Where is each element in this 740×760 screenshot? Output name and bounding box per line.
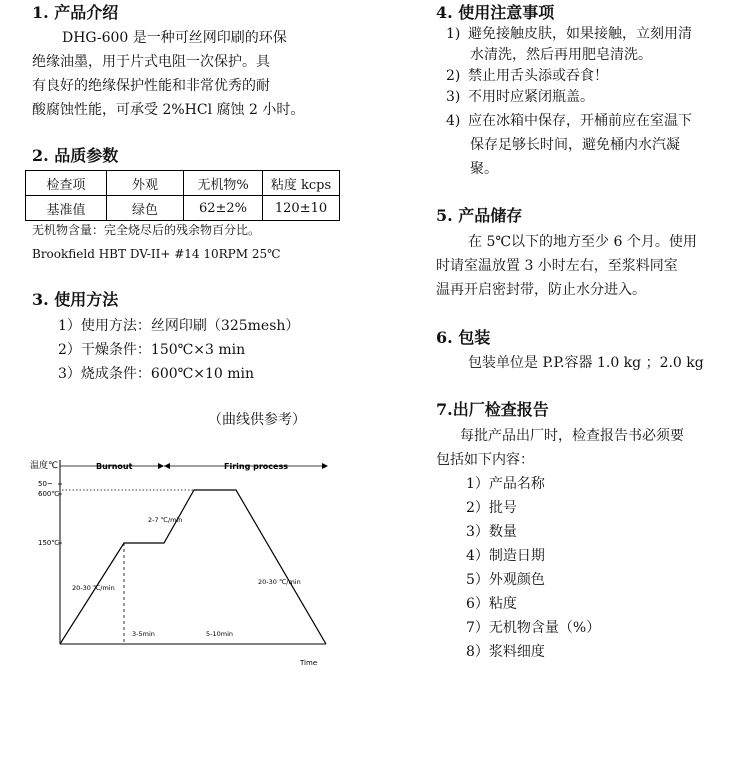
intro-line-3: 有良好的绝缘保护性能和非常优秀的耐: [32, 78, 270, 94]
y-tick-label: 150℃: [38, 539, 60, 547]
caution-1-line-2: 水清洗，然后再用肥皂清洗。: [470, 47, 652, 63]
table-cell: 绿色: [107, 196, 184, 221]
caution-3-number: 3): [446, 89, 461, 105]
intro-line-2: 绝缘油墨，用于片式电阻一次保护。具: [32, 54, 270, 70]
report-item-7: 7）无机物含量（%）: [466, 620, 601, 636]
segment-label-ramp2: 2-7 ℃/min: [148, 516, 183, 524]
caution-2-line-1: 禁止用舌头添或吞食！: [468, 68, 608, 84]
storage-line-2: 时请室温放置 3 小时左右，至浆料同室: [436, 258, 678, 274]
caution-1-line-1: 避免接触皮肤，如果接触，立刻用清: [468, 26, 692, 42]
segment-label-hold1: 3-5min: [132, 630, 155, 638]
usage-item-2: 2）干燥条件：150℃×3 min: [58, 342, 246, 358]
report-item-3: 3）数量: [466, 524, 517, 540]
section-2-title: 2. 品质参数: [32, 146, 119, 165]
burnout-arrowhead: [158, 463, 164, 469]
firing-arrowhead-right: [322, 463, 328, 469]
section-3-title: 3. 使用方法: [32, 290, 119, 309]
report-intro-line-1: 每批产品出厂时，检查报告书必须要: [460, 428, 684, 444]
y-axis-label: 温度℃: [30, 461, 59, 471]
report-item-8: 8）浆料细度: [466, 644, 545, 660]
caution-3-line-1: 不用时应紧闭瓶盖。: [468, 89, 594, 105]
section-5-title: 5. 产品储存: [436, 206, 523, 225]
usage-item-1: 1）使用方法：丝网印刷（325mesh）: [58, 318, 300, 334]
segment-label-cooling: 20-30 ℃/min: [258, 578, 301, 586]
caution-1-number: 1): [446, 26, 461, 42]
intro-line-4: 酸腐蚀性能，可承受 2%HCl 腐蚀 2 小时。: [32, 102, 305, 118]
viscometer-note: Brookfield HBT DV-II+ #14 10RPM 25℃: [32, 247, 281, 261]
caution-4-number: 4): [446, 113, 461, 129]
caution-4-line-2: 保存足够长时间，避免桶内水汽凝: [470, 137, 680, 153]
segment-label-hold2: 5-10min: [206, 630, 234, 638]
section-6-title: 6. 包装: [436, 328, 491, 347]
usage-item-3: 3）烧成条件：600℃×10 min: [58, 366, 255, 382]
inorganic-note: 无机物含量：完全烧尽后的残余物百分比。: [32, 223, 261, 237]
phase-label-firing: Firing process: [224, 462, 288, 471]
packaging-line: 包装单位是 P.P.容器 1.0 kg ；2.0 kg: [468, 355, 704, 371]
report-item-5: 5）外观颜色: [466, 572, 545, 588]
table-row: [26, 196, 340, 221]
report-item-6: 6）粘度: [466, 596, 517, 612]
caution-4-line-3: 聚。: [470, 161, 498, 177]
table-header-cell: 检查项: [26, 171, 107, 196]
section-1-title: 1. 产品介绍: [32, 3, 119, 22]
curve-reference-note: （曲线供参考）: [208, 412, 306, 428]
report-item-2: 2）批号: [466, 500, 517, 516]
intro-line-1: DHG-600 是一种可丝网印刷的环保: [62, 30, 287, 46]
caution-2-number: 2): [446, 68, 461, 84]
caution-4-line-1: 应在冰箱中保存，开桶前应在室温下: [468, 113, 692, 129]
storage-line-3: 温再开启密封带，防止水分进入。: [436, 282, 646, 298]
table-header-cell: 外观: [107, 171, 184, 196]
table-header-cell: 无机物%: [184, 171, 263, 196]
section-7-title: 7.出厂检查报告: [436, 400, 549, 419]
section-4-title: 4. 使用注意事项: [436, 3, 555, 22]
y-tick-label: 50~: [38, 480, 53, 488]
report-item-4: 4）制造日期: [466, 548, 545, 564]
firing-profile-chart: [28, 452, 328, 672]
table-cell: 62±2%: [184, 196, 263, 221]
storage-line-1: 在 5℃以下的地方至少 6 个月。使用: [468, 234, 697, 250]
report-intro-line-2: 包括如下内容：: [436, 452, 534, 468]
quality-params-table: [25, 170, 340, 221]
segment-label-ramp1: 20-30 ℃/min: [72, 584, 115, 592]
table-header-cell: 粘度 kcps: [263, 171, 340, 196]
phase-label-burnout: Burnout: [96, 462, 133, 471]
table-cell: 基准值: [26, 196, 107, 221]
table-cell: 120±10: [263, 196, 340, 221]
table-header-row: [26, 171, 340, 196]
x-axis-label: Time: [300, 659, 318, 667]
report-item-1: 1）产品名称: [466, 476, 545, 492]
y-tick-label: 600℃: [38, 490, 60, 498]
temperature-profile-line: [60, 490, 326, 644]
